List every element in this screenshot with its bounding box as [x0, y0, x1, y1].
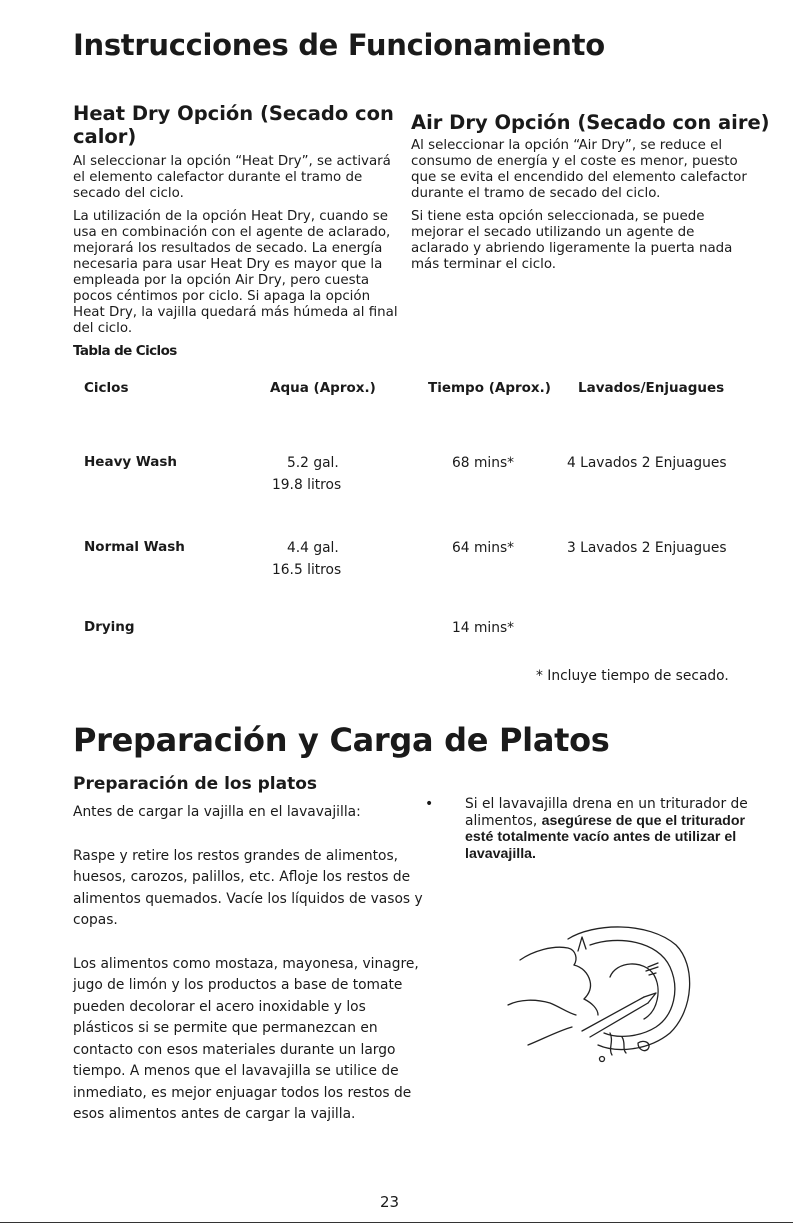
- page-title: Instrucciones de Funcionamiento: [73, 28, 605, 62]
- table-row-cycle: Normal Wash: [84, 539, 185, 555]
- bullet-bold-text: asegúrese de que el triturador esté totalmente vacío antes de utilizar el lavavajilla.: [465, 812, 746, 862]
- section-title: Preparación y Carga de Platos: [73, 721, 610, 759]
- column-header-cycles: Ciclos: [84, 380, 129, 396]
- table-row-time: 68 mins*: [452, 455, 515, 471]
- table-row-cycle: Drying: [84, 619, 135, 635]
- heat-dry-paragraph-1: Al seleccionar la opción “Heat Dry”, se activará el elemento calefactor durante el tramo de secado del ciclo.: [73, 154, 391, 201]
- heat-dry-heading: Heat Dry Opción (Secado con calor): [73, 102, 394, 148]
- dish-prep-heading: Preparación de los platos: [73, 774, 318, 794]
- column-header-water: Aqua (Aprox.): [270, 380, 376, 396]
- dish-prep-paragraph-1: Raspe y retire los restos grandes de alimentos, huesos, carozos, palillos, etc. Afloje los restos de alimentos quemados. Vacíe los líquidos de vasos y copas.: [73, 847, 423, 928]
- disposal-bullet: [425, 796, 765, 862]
- table-row-water-gal: 4.4 gal.: [287, 540, 339, 556]
- cycle-table-title: Tabla de Ciclos: [73, 343, 177, 359]
- table-row-washes: 3 Lavados 2 Enjuagues: [567, 540, 727, 556]
- dish-prep-section: [73, 774, 423, 1126]
- table-row-water-gal: 5.2 gal.: [287, 455, 339, 471]
- heat-dry-paragraph-2: La utilización de la opción Heat Dry, cuando se usa en combinación con el agente de aclarado, mejorará los resultados de secado. La energía necesaria para usar Heat Dry es mayor que la empleada por la opción Air Dry, pero cuesta pocos céntimos por ciclo. Si apaga la opción Heat Dry, la vajilla quedará más húmeda al final del ciclo.: [73, 209, 398, 336]
- dish-prep-intro: Antes de cargar la vajilla en el lavavajilla:: [73, 804, 361, 820]
- table-row-time: 14 mins*: [452, 620, 515, 636]
- plate-scraping-illustration: [498, 915, 698, 1065]
- cycle-table: [0, 380, 793, 700]
- table-footnote: * Incluye tiempo de secado.: [536, 668, 729, 684]
- bullet-text: Si el lavavajilla drena en un triturador de alimentos,: [465, 796, 748, 829]
- air-dry-paragraph-2: Si tiene esta opción seleccionada, se puede mejorar el secado utilizando un agente de aclarado y abriendo ligeramente la puerta nada más terminar el ciclo.: [411, 209, 733, 272]
- table-row-water-litres: 16.5 litros: [272, 562, 342, 578]
- table-row-water-litres: 19.8 litros: [272, 477, 342, 493]
- bullet-body: [465, 796, 765, 862]
- air-dry-paragraph-1: Al seleccionar la opción “Air Dry”, se reduce el consumo de energía y el coste es menor, puesto que se evita el encendido del elemento calefactor durante el tramo de secado del ciclo.: [411, 138, 747, 201]
- column-header-washes: Lavados/Enjuagues: [578, 380, 725, 396]
- table-row-cycle: Heavy Wash: [84, 454, 178, 470]
- page-bottom-rule: [0, 1222, 793, 1223]
- heat-dry-section: [73, 102, 403, 344]
- column-header-time: Tiempo (Aprox.): [428, 380, 551, 396]
- air-dry-heading: Air Dry Opción (Secado con aire): [411, 111, 770, 134]
- dish-prep-paragraph-2: Los alimentos como mostaza, mayonesa, vinagre, jugo de limón y los productos a base de tomate pueden decolorar el acero inoxidable y los plásticos si se permite que permanezcan en contacto con esos materiales durante un largo tiempo. A menos que el lavavajilla se utilice de inmediato, es mejor enjuagar todos los restos de esos alimentos antes de cargar la vajilla.: [73, 955, 419, 1122]
- table-row-washes: 4 Lavados 2 Enjuagues: [567, 455, 727, 471]
- bullet-marker: •: [425, 796, 434, 812]
- air-dry-section: [411, 111, 770, 280]
- page-number: 23: [380, 1193, 400, 1211]
- table-row-time: 64 mins*: [452, 540, 515, 556]
